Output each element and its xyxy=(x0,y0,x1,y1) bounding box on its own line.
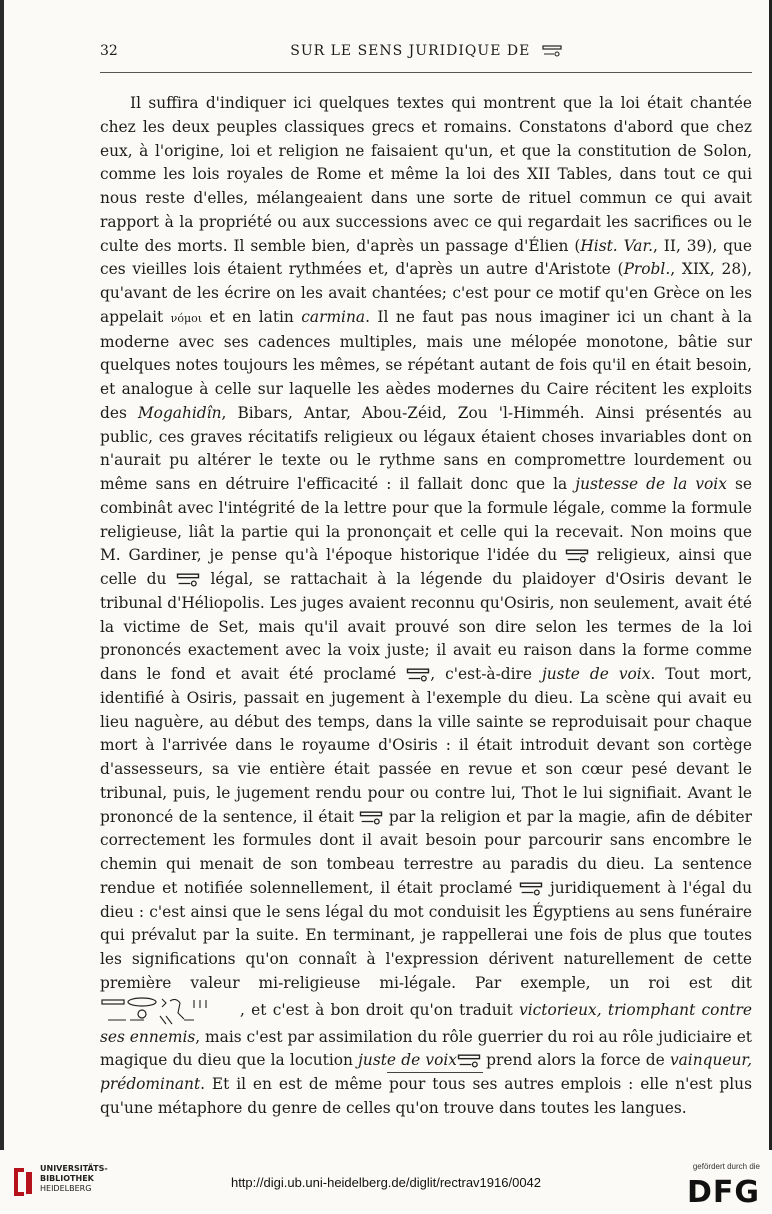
maa-kheru-hieroglyph-icon xyxy=(519,882,543,896)
page-left-edge xyxy=(0,0,4,1214)
page-header xyxy=(100,43,752,63)
running-title xyxy=(100,43,752,59)
page-number: 32 xyxy=(100,43,118,59)
header-rule xyxy=(100,72,752,73)
end-rule xyxy=(387,1072,483,1073)
greek-word: νόμοι xyxy=(170,311,203,325)
maa-kheru-hieroglyph-icon xyxy=(359,811,383,825)
maa-kheru-hieroglyph-icon xyxy=(542,45,562,57)
funded-by-label: gefördert durch die xyxy=(692,1162,760,1171)
maa-kheru-hieroglyph-icon xyxy=(457,1054,481,1068)
maa-kheru-hieroglyph-icon xyxy=(406,668,430,682)
maa-kheru-hieroglyph-icon xyxy=(565,549,589,563)
source-url-link[interactable]: http://digi.ub.uni-heidelberg.de/diglit/rectrav1916/0042 xyxy=(230,1175,542,1190)
dfg-logo: DFG xyxy=(686,1175,760,1210)
institution-name: UNIVERSITÄTS- BIBLIOTHEK HEIDELBERG xyxy=(40,1164,108,1193)
royal-epithet-hieroglyph-icon xyxy=(100,996,240,1026)
paragraph: Il suffira d'indiquer ici quelques textes qui montrent que la loi était chantée chez les deux peuples classiques grecs et romains. Constatons d'abord que chez eux, à l'origine, loi et religion ne faisaient qu'un, et que la constitution de Solon, comme les lois royales de Rome et même la loi des XII Tables, dans tout ce qui nous reste d'elles, mélangeaient dans une sorte de rituel commun ce qui avait rapport à la propriété ou aux successions avec ce qui regardait les sacrifices ou le culte des morts. Il semble bien, d'après un passage d'Élien (Hist. Var., II, 39), que ces vieilles lois étaient rythmées et, d'après un autre d'Aristote (Probl., XIX, 28), qu'avant de les écrire on les avait chantées; c'est pour ce motif qu'en Grèce on les appelait νόμοι et en latin carmina. Il ne faut pas nous imaginer ici un chant à la moderne avec ses cadences multiples, mais une mélopée monotone, bâtie sur quelques notes toujours les mêmes, se répétant autant de fois qu'il en était besoin, et analogue à celle sur laquelle les aèdes modernes du Caire récitent les exploits des Mogahidîn, Bibars, Antar, Abou-Zéid, Zou 'l-Himméh. Ainsi présentés au public, ces graves récitatifs religieux ou légaux étaient choses invariables dont on n'aurait pu altérer le texte ou le rythme sans en compromettre lourdement ou même sans en détruire l'efficacité : il fallait donc que la justesse de la voix se combinât avec l'intégrité de la lettre pour que la formule légale, comme la formule religieuse, liât la partie qui la prononçait et celle qui la recevait. Non moins que M. Gardiner, je pense qu'à l'époque historique l'idée du religieux, ainsi que celle du légal, se rattachait à la légende du plaidoyer d'Osiris devant le tribunal d'Héliopolis. Les juges avaient reconnu qu'Osiris, non seulement, avait été la victime de Set, mais qu'il avait prouvé son dire selon les termes de la loi prononcés exactement avec la voix juste; il avait eu raison dans la forme comme dans le fond et avait été proclamé , c'est-à-dire juste de voix. Tout mort, identifié à Osiris, passait en jugement à l'exemple du dieu. La scène qui avait eu lieu naguère, au début des temps, dans la ville sainte se reproduisait pour chaque mort à l'arrivée dans le royaume d'Osiris : il était introduit devant son cortège d'assesseurs, sa vie entière était passée en revue et son cœur pesé devant le tribunal, puis, le jugement rendu pour ou contre lui, Thot le lui signifiait. Avant le prononcé de la sentence, il était par la religion et par la magie, afin de débiter correctement les formules dont il avait besoin pour parcourir sans encombre le chemin qui menait de son tombeau terrestre au paradis du dieu. La sentence rendue et notifiée solennellement, il était proclamé juridiquement à l'égal du dieu : c'est ainsi que le sens légal du mot conduisit les Égyptiens au sens funéraire qui prévalut par la suite. En terminant, je rappellerai une fois de plus que toutes les significations qu'on connaît à l'expression dérivent naturellement de cette première valeur mi-religieuse mi-légale. Par exemple, un roi est dit , et c'est à bon droit qu'on traduit victorieux, triomphant contre ses ennemis, mais c'est par assimilation du rôle guerrier du roi au rôle judiciaire et magique du dieu que la locution juste de voix prend alors la force de vainqueur, prédominant. Et il en est de même pour tous ses autres emplois : elle n'est plus qu'une métaphore du genre de celles qu'on trouve dans toutes les langues. xyxy=(100,94,753,1117)
maa-kheru-hieroglyph-icon xyxy=(176,573,200,587)
article-body xyxy=(100,92,752,1121)
digitization-footer xyxy=(0,1150,772,1214)
running-title-text: SUR LE SENS JURIDIQUE DE xyxy=(290,43,531,59)
